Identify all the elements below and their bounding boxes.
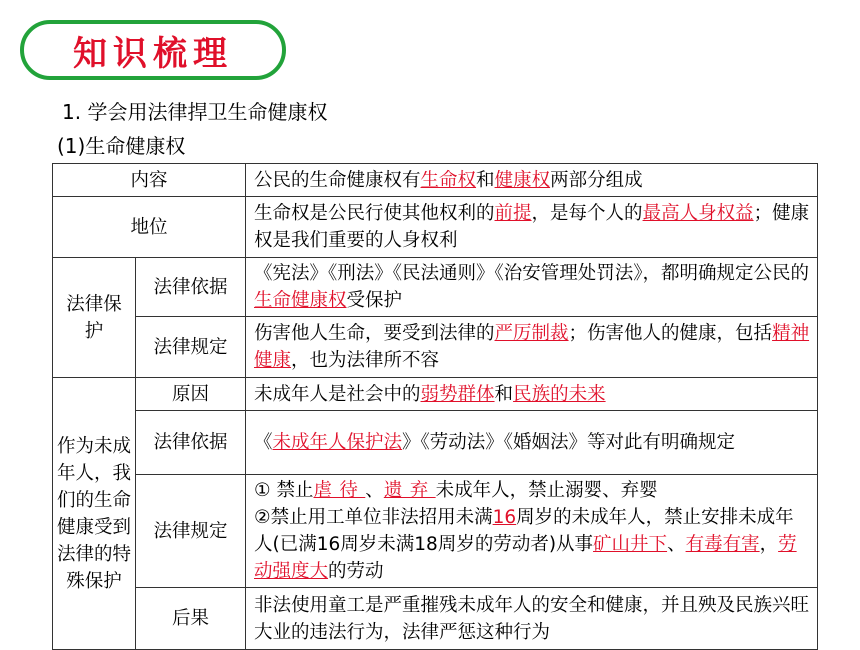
row-label-falv-baohu: 法律保护 (53, 258, 136, 378)
sub-label: 法律依据 (136, 258, 246, 317)
keyword: 民族的未来 (513, 383, 606, 405)
keyword: 生命权 (420, 169, 477, 191)
keyword: 未成年人保护法 (272, 432, 403, 453)
keyword: 劳动强度大 (254, 534, 797, 582)
row-label-diwei: 地位 (53, 197, 246, 258)
knowledge-table (52, 163, 818, 650)
keyword: 遗弃 (383, 480, 436, 501)
keyword: 前提 (494, 203, 532, 224)
cell-teshu-yuanyin: 未成年人是社会中的弱势群体和民族的未来 (246, 378, 818, 411)
keyword: 弱势群体 (420, 383, 495, 405)
keyword: 16 (492, 507, 517, 528)
title-badge (20, 20, 286, 80)
cell-falv-baohu-guiding: 伤害他人生命，要受到法律的严厉制裁；伤害他人的健康，包括精神健康，也为法律所不容 (246, 317, 818, 378)
row-label-teshu: 作为未成年人，我们的生命健康受到法律的特殊保护 (53, 378, 136, 650)
page-title: 知识梳理 (73, 33, 233, 74)
keyword: 健康权 (494, 169, 551, 191)
keyword: 严厉制裁 (494, 323, 569, 344)
sub-label: 法律依据 (136, 411, 246, 475)
sub-label: 法律规定 (136, 317, 246, 378)
row-label-neirong: 内容 (53, 164, 246, 197)
sub-label: 法律规定 (136, 475, 246, 588)
sub-label: 后果 (136, 588, 246, 650)
keyword: 虐待 (313, 480, 366, 501)
table-row (53, 197, 818, 258)
cell-falv-baohu-yiju: 《宪法》《刑法》《民法通则》《治安管理处罚法》，都明确规定公民的生命健康权受保护 (246, 258, 818, 317)
table-row (53, 317, 818, 378)
cell-teshu-yiju: 《未成年人保护法》《劳动法》《婚姻法》等对此有明确规定 (246, 411, 818, 475)
keyword: 矿山井下 (593, 534, 668, 555)
cell-neirong: 公民的生命健康权有生命权和健康权两部分组成 (246, 164, 818, 197)
table-row (53, 164, 818, 197)
provision-2: ②禁止用工单位非法招用未满16周岁的未成年人，禁止安排未成年人(已满16周岁未满18周岁的劳动者)从事矿山井下、有毒有害，劳动强度大的劳动 (254, 507, 797, 582)
section-heading: 1. 学会用法律捍卫生命健康权 (62, 100, 328, 124)
sub-label: 原因 (136, 378, 246, 411)
cell-teshu-houguo: 非法使用童工是严重摧残未成年人的安全和健康，并且殃及民族兴旺大业的违法行为，法律严惩这种行为 (246, 588, 818, 650)
provision-1: ① 禁止虐待、遗弃未成年人，禁止溺婴、弃婴 (254, 480, 658, 501)
cell-diwei: 生命权是公民行使其他权利的前提，是每个人的最高人身权益；健康权是我们重要的人身权利 (246, 197, 818, 258)
keyword: 精神健康 (254, 323, 810, 371)
table-row (53, 378, 818, 411)
table-row (53, 411, 818, 475)
keyword: 有毒有害 (685, 534, 760, 555)
table-row (53, 588, 818, 650)
table-row (53, 475, 818, 588)
keyword: 最高人身权益 (642, 203, 754, 224)
subsection-heading: (1)生命健康权 (57, 134, 186, 158)
cell-teshu-guiding (246, 475, 818, 588)
table-row (53, 258, 818, 317)
keyword: 生命健康权 (254, 290, 347, 311)
